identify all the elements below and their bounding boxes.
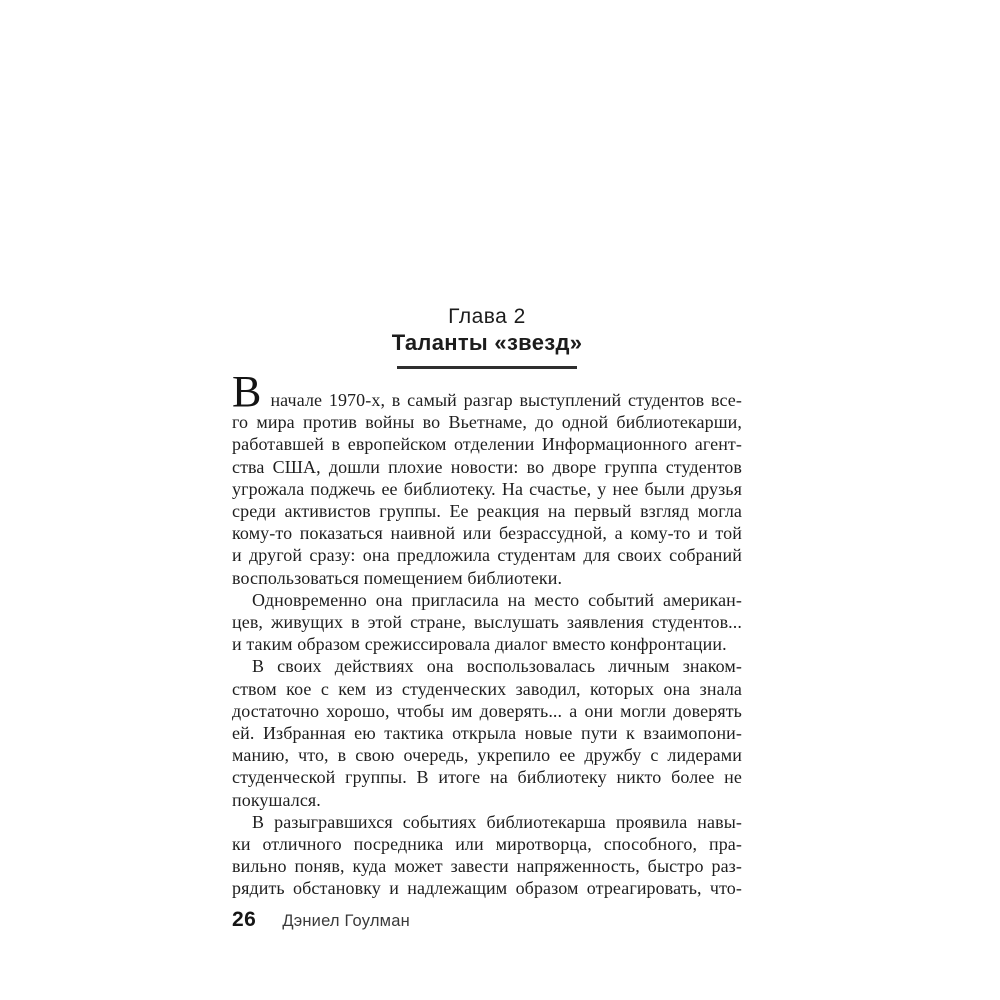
body-line: В своих действиях она воспользовалась личным знаком- [252,656,742,677]
body-line: цев, живущих в этой стране, выслушать заявления студентов... [232,612,742,633]
body-line: го мира против войны во Вьетнаме, до одной библиотекарши, [232,412,742,433]
body-line: ством кое с кем из студенческих заводил, которых она знала [232,678,742,699]
body-line: среди активистов группы. Ее реакция на первый взгляд могла [232,501,742,522]
body-line: рядить обстановку и надлежащим образом отреагировать, что- [232,878,742,899]
body-line: манию, что, в свою очередь, укрепило ее дружбу с лидерами [232,745,742,766]
heading-rule [397,366,577,369]
body-line: ства США, дошли плохие новости: во дворе группа студентов [232,456,742,477]
page-footer [232,908,742,932]
body-line: и таким образом срежиссировала диалог вместо конфронтации. [232,634,727,655]
body-line: угрожала поджечь ее библиотеку. На счастье, у нее были друзья [232,478,742,499]
body-line: студенческой группы. В итоге на библиотеку никто более не [232,767,742,788]
body-line: и другой сразу: она предложила студентам для своих собраний [232,545,742,566]
chapter-title: Таланты «звезд» [391,330,583,355]
body-line: достаточно хорошо, чтобы им доверять... а они могли доверять [232,700,742,721]
drop-cap: В [232,367,262,416]
text-block [232,0,742,1000]
running-author: Дэниел Гоулман [282,912,410,930]
body-line: покушался. [232,789,321,810]
chapter-heading [232,304,742,369]
body-line: ей. Избранная ею тактика открыла новые пути к взаимопони- [232,723,742,744]
body-line: Вначале 1970-х, в самый разгар выступлений студентов все- [232,367,742,416]
body-line: Одновременно она пригласила на место событий американ- [252,589,742,610]
body-line: работавшей в европейском отделении Информационного агент- [232,434,742,455]
body-line: кому-то показаться наивной или безрассудной, а кому-то и той [232,523,742,544]
page-number: 26 [232,908,257,931]
body-line: воспользоваться помещением библиотеки. [232,567,563,588]
chapter-number: Глава 2 [448,305,526,328]
body-line: ки отличного посредника или миротворца, способного, пра- [232,834,742,855]
body-line: вильно поняв, куда может завести напряженность, быстро раз- [232,856,742,877]
body-text [232,367,742,900]
body-line: В разыгравшихся событиях библиотекарша проявила навы- [252,811,742,832]
